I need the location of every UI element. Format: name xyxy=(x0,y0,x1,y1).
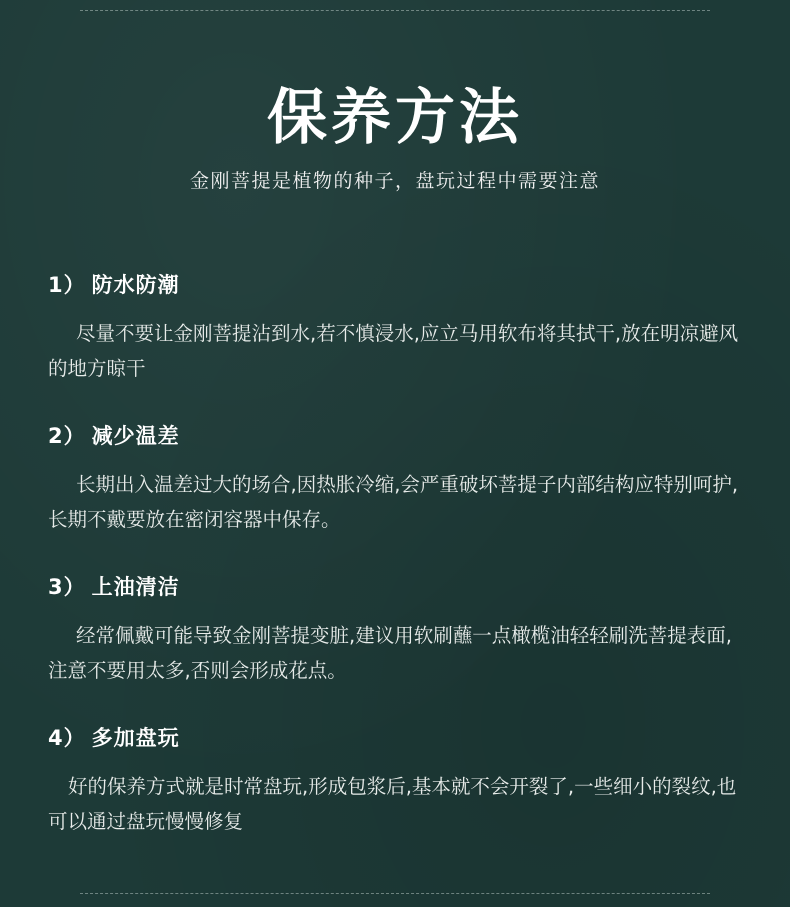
section-heading xyxy=(48,570,748,604)
section-temperature xyxy=(48,419,748,537)
section-heading-text: 减少温差 xyxy=(91,424,180,448)
section-handling xyxy=(48,721,748,839)
section-heading xyxy=(48,268,748,302)
section-number: 3） xyxy=(48,575,86,599)
page-subtitle: 金刚菩提是植物的种子，盘玩过程中需要注意 xyxy=(189,170,600,192)
section-heading xyxy=(48,419,748,453)
section-body: 好的保养方式就是时常盘玩,形成包浆后,基本就不会开裂了,一些细小的裂纹,也可以通过盘玩慢慢修复 xyxy=(48,775,737,833)
section-body: 长期出入温差过大的场合,因热胀冷缩,会严重破坏菩提子内部结构应特别呵护,长期不戴要放在密闭容器中保存。 xyxy=(48,473,739,531)
section-body: 尽量不要让金刚菩提沾到水,若不慎浸水,应立马用软布将其拭干,放在明凉避风的地方晾干 xyxy=(48,322,739,380)
section-heading-text: 上油清洁 xyxy=(91,575,180,599)
section-heading-text: 防水防潮 xyxy=(91,273,180,297)
section-heading-text: 多加盘玩 xyxy=(91,726,180,750)
section-number: 2） xyxy=(48,424,86,448)
section-oil-cleaning xyxy=(48,570,748,688)
section-body: 经常佩戴可能导致金刚菩提变脏,建议用软刷蘸一点橄榄油轻轻刷洗菩提表面,注意不要用太多,否则会形成花点。 xyxy=(48,624,732,682)
page-title: 保养方法 xyxy=(267,83,523,153)
section-number: 4） xyxy=(48,726,86,750)
section-number: 1） xyxy=(48,273,86,297)
bottom-divider xyxy=(80,893,710,894)
top-divider xyxy=(80,10,710,11)
section-heading xyxy=(48,721,748,755)
section-waterproof xyxy=(48,268,748,386)
